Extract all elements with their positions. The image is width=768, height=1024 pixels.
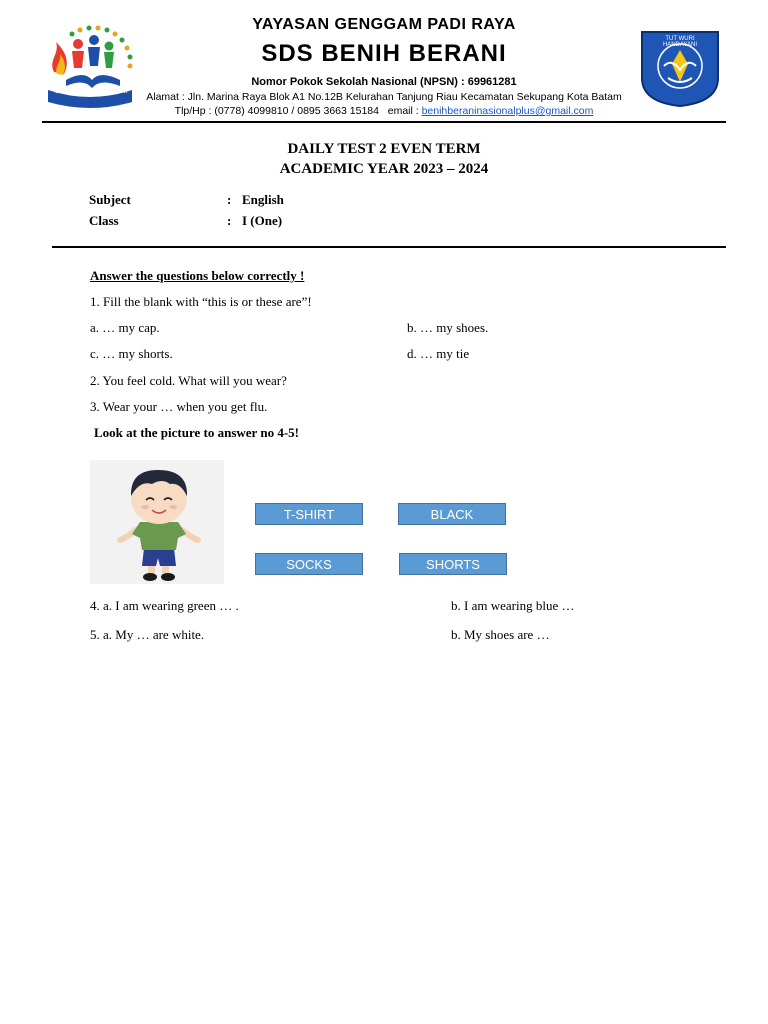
question-5a: 5. a. My … are white. xyxy=(90,627,205,642)
subject-value: English xyxy=(242,192,284,207)
question-5b: b. My shoes are … xyxy=(451,627,550,642)
email-link[interactable]: benihberaninasionalplus@gmail.com xyxy=(421,105,594,117)
question-3: 3. Wear your … when you get flu. xyxy=(90,399,268,414)
class-colon: : xyxy=(227,213,232,228)
boy-picture xyxy=(90,460,224,584)
tut-wuri-text: TUT WURI HANDAYANI xyxy=(662,36,698,48)
school-name: SDS BENIH BERANI xyxy=(261,40,507,67)
question-1b: b. … my shoes. xyxy=(407,320,489,335)
contact-line xyxy=(0,105,768,117)
header-divider xyxy=(42,121,726,123)
subject-label: Subject xyxy=(89,192,131,207)
question-1: 1. Fill the blank with “this is or these are”! xyxy=(90,294,312,309)
logo-banner-text: SEKOLAH BENIH BERANI xyxy=(54,89,128,95)
address-line: Alamat : Jln. Marina Raya Blok A1 No.12B Kelurahan Tanjung Riau Kecamatan Sekupang Kota Batam xyxy=(146,91,622,103)
word-black[interactable]: BLACK xyxy=(398,503,506,525)
question-1d: d. … my tie xyxy=(407,346,470,361)
word-socks[interactable]: SOCKS xyxy=(255,553,363,575)
academic-year: ACADEMIC YEAR 2023 – 2024 xyxy=(279,161,489,177)
class-value: I (One) xyxy=(242,213,283,228)
phone-text: Tlp/Hp : (0778) 4099810 / 0895 3663 15184 email : xyxy=(174,105,422,117)
foundation-name: YAYASAN GENGGAM PADI RAYA xyxy=(252,16,516,33)
question-1a: a. … my cap. xyxy=(90,320,160,335)
section-divider xyxy=(52,246,726,248)
word-tshirt[interactable]: T-SHIRT xyxy=(255,503,363,525)
question-2: 2. You feel cold. What will you wear? xyxy=(90,373,287,388)
question-4a: 4. a. I am wearing green … . xyxy=(90,598,239,613)
word-shorts[interactable]: SHORTS xyxy=(399,553,507,575)
question-4b: b. I am wearing blue … xyxy=(451,598,575,613)
class-label: Class xyxy=(89,213,119,228)
question-1c: c. … my shorts. xyxy=(90,346,173,361)
picture-instruction: Look at the picture to answer no 4-5! xyxy=(94,425,299,440)
instruction: Answer the questions below correctly ! xyxy=(90,268,305,283)
subject-colon: : xyxy=(227,192,232,207)
test-title: DAILY TEST 2 EVEN TERM xyxy=(287,141,481,157)
npsn-line: Nomor Pokok Sekolah Nasional (NPSN) : 69961281 xyxy=(251,76,517,88)
